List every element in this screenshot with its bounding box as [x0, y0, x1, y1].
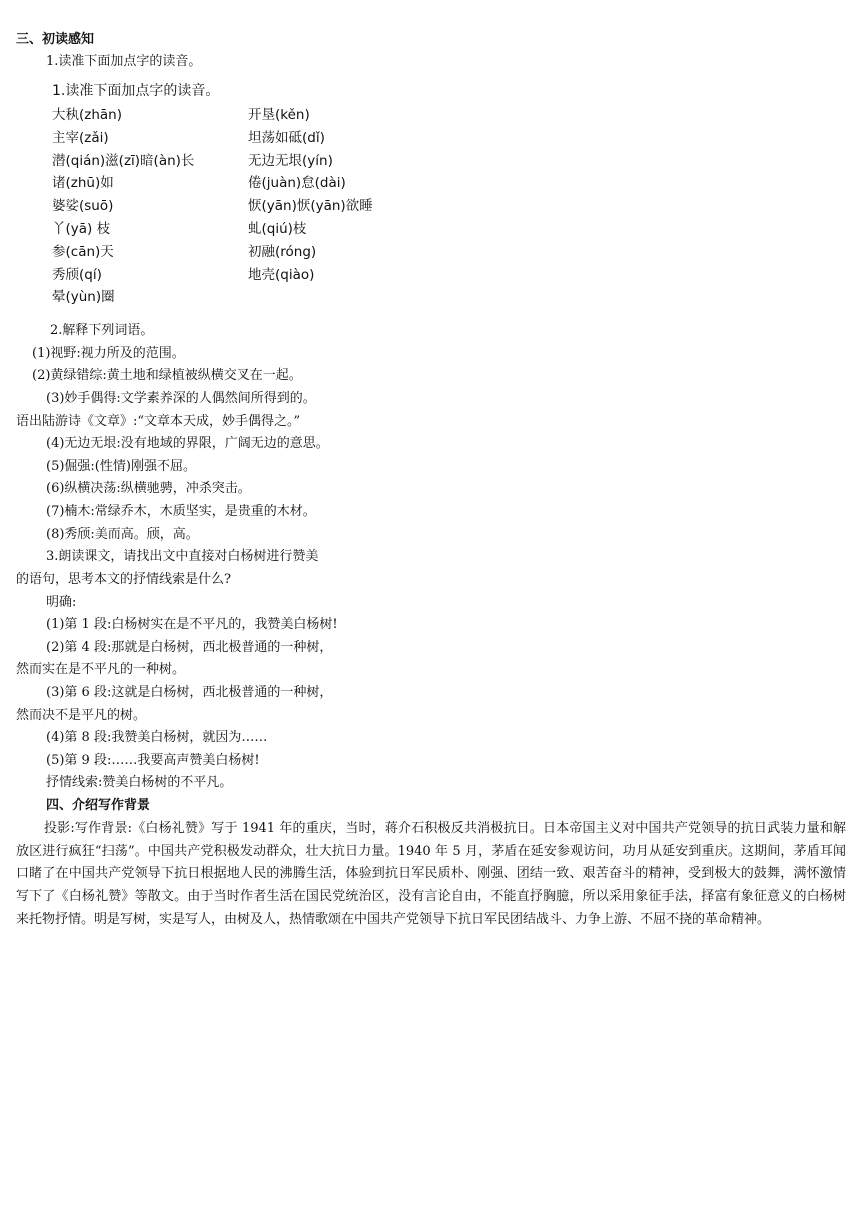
- question-1: 1.读准下面加点字的读音。: [46, 54, 202, 69]
- section-3-heading: 三、初读感知: [16, 32, 95, 47]
- pinyin-right-column: [248, 104, 373, 286]
- answer-item: 然而决不是平凡的树。: [16, 708, 147, 723]
- pinyin-item: 恹(yān)恹(yān)欲睡: [248, 198, 373, 215]
- question-3-continued: 的语句，思考本文的抒情线索是什么?: [16, 572, 231, 587]
- pinyin-item: 大秇(zhān): [52, 107, 123, 123]
- definition-item: (8)秀颀:美而高。颀，高。: [46, 527, 199, 542]
- pinyin-image: [46, 80, 406, 312]
- definition-item: (2)黄绿错综:黄土地和绿植被纵横交叉在一起。: [32, 368, 302, 383]
- pinyin-item: 地壳(qiào): [248, 266, 315, 283]
- definition-item: (5)倔强:(性情)刚强不屈。: [46, 459, 196, 474]
- pinyin-item: 主宰(zǎi): [52, 129, 109, 146]
- pinyin-left-column: [52, 104, 194, 309]
- definition-item: (7)楠木:常绿乔木，木质坚实，是贵重的木材。: [46, 504, 316, 519]
- definition-item: (4)无边无垠:没有地域的界限，广阔无边的意思。: [46, 436, 329, 451]
- definition-item: (1)视野:视力所及的范围。: [32, 346, 185, 361]
- pinyin-item: 潜(qián)滋(zī)暗(àn)长: [52, 152, 195, 169]
- answer-item: (2)第 4 段:那就是白杨树，西北极普通的一种树，: [46, 640, 333, 655]
- pinyin-item: 晕(yùn)圈: [52, 289, 115, 306]
- answer-item: 然而实在是不平凡的一种树。: [16, 662, 186, 677]
- pinyin-item: 虬(qiú)枝: [248, 220, 307, 237]
- answer-item: (1)第 1 段:白杨树实在是不平凡的，我赞美白杨树!: [46, 617, 338, 632]
- pinyin-item: 初融(róng): [248, 243, 317, 260]
- pinyin-item: 坦荡如砥(dǐ): [248, 129, 325, 146]
- background-paragraph: 投影:写作背景:《白杨礼赞》写于 1941 年的重庆，当时，蒋介石积极反共消极抗日。日本帝国主义对中国共产党领导的抗日武装力量和解放区进行疯狂“扫荡”。中国共产党积极发动群众，壮大抗日力量。1940 年 5 月，茅盾在延安参观访问，功月从延安到重庆。这期间，茅盾耳闻口睹了在中国共产党领导下抗日根据地人民的沸腾生活，体验到抗日军民质朴、刚强、团结一致、艰苦奋斗的精神，受到极大的鼓舞，满怀激情写下了《白杨礼赞》等散文。由于当时作者生活在国民党统治区，没有言论自由，不能直抒胸臆，所以采用象征手法，择富有象征意义的白杨树来托物抒情。明是写树，实是写人，由树及人，热情歌颂在中国共产党领导下抗日军民团结战斗、力争上游、不屈不挠的革命精神。: [16, 821, 846, 927]
- definition-item: (6)纵横决荡:纵横驰骋，冲杀突击。: [46, 481, 251, 496]
- answer-label: 明确:: [46, 595, 77, 610]
- pinyin-item: 参(cān)天: [52, 243, 114, 260]
- section-4-heading: 四、介绍写作背景: [46, 798, 151, 813]
- pinyin-item: 秀颀(qí): [52, 266, 102, 283]
- pinyin-item: 诸(zhū)如: [52, 175, 114, 192]
- pinyin-item: 倦(juàn)怠(dài): [248, 175, 346, 192]
- lyric-clue: 抒情线索:赞美白杨树的不平凡。: [46, 775, 233, 790]
- answer-item: (4)第 8 段:我赞美白杨树，就因为……: [46, 730, 268, 745]
- answer-item: (5)第 9 段:……我要高声赞美白杨树!: [46, 753, 260, 768]
- definition-item: 语出陆游诗《文章》:“文章本天成，妙手偶得之。”: [16, 414, 301, 429]
- definition-item: (3)妙手偶得:文学素养深的人偶然间所得到的。: [46, 391, 316, 406]
- pinyin-item: 开垦(kěn): [248, 107, 310, 123]
- pinyin-item: 婆娑(suō): [52, 198, 114, 215]
- answer-item: (3)第 6 段:这就是白杨树，西北极普通的一种树，: [46, 685, 333, 700]
- pinyin-image-title: 1.读准下面加点字的读音。: [52, 83, 220, 99]
- question-2: 2.解释下列词语。: [50, 323, 154, 338]
- pinyin-item: 丫(yā) 枝: [52, 220, 111, 237]
- pinyin-item: 无边无垠(yín): [248, 152, 333, 169]
- question-3: 3.朗读课文，请找出文中直接对白杨树进行赞美: [46, 549, 319, 564]
